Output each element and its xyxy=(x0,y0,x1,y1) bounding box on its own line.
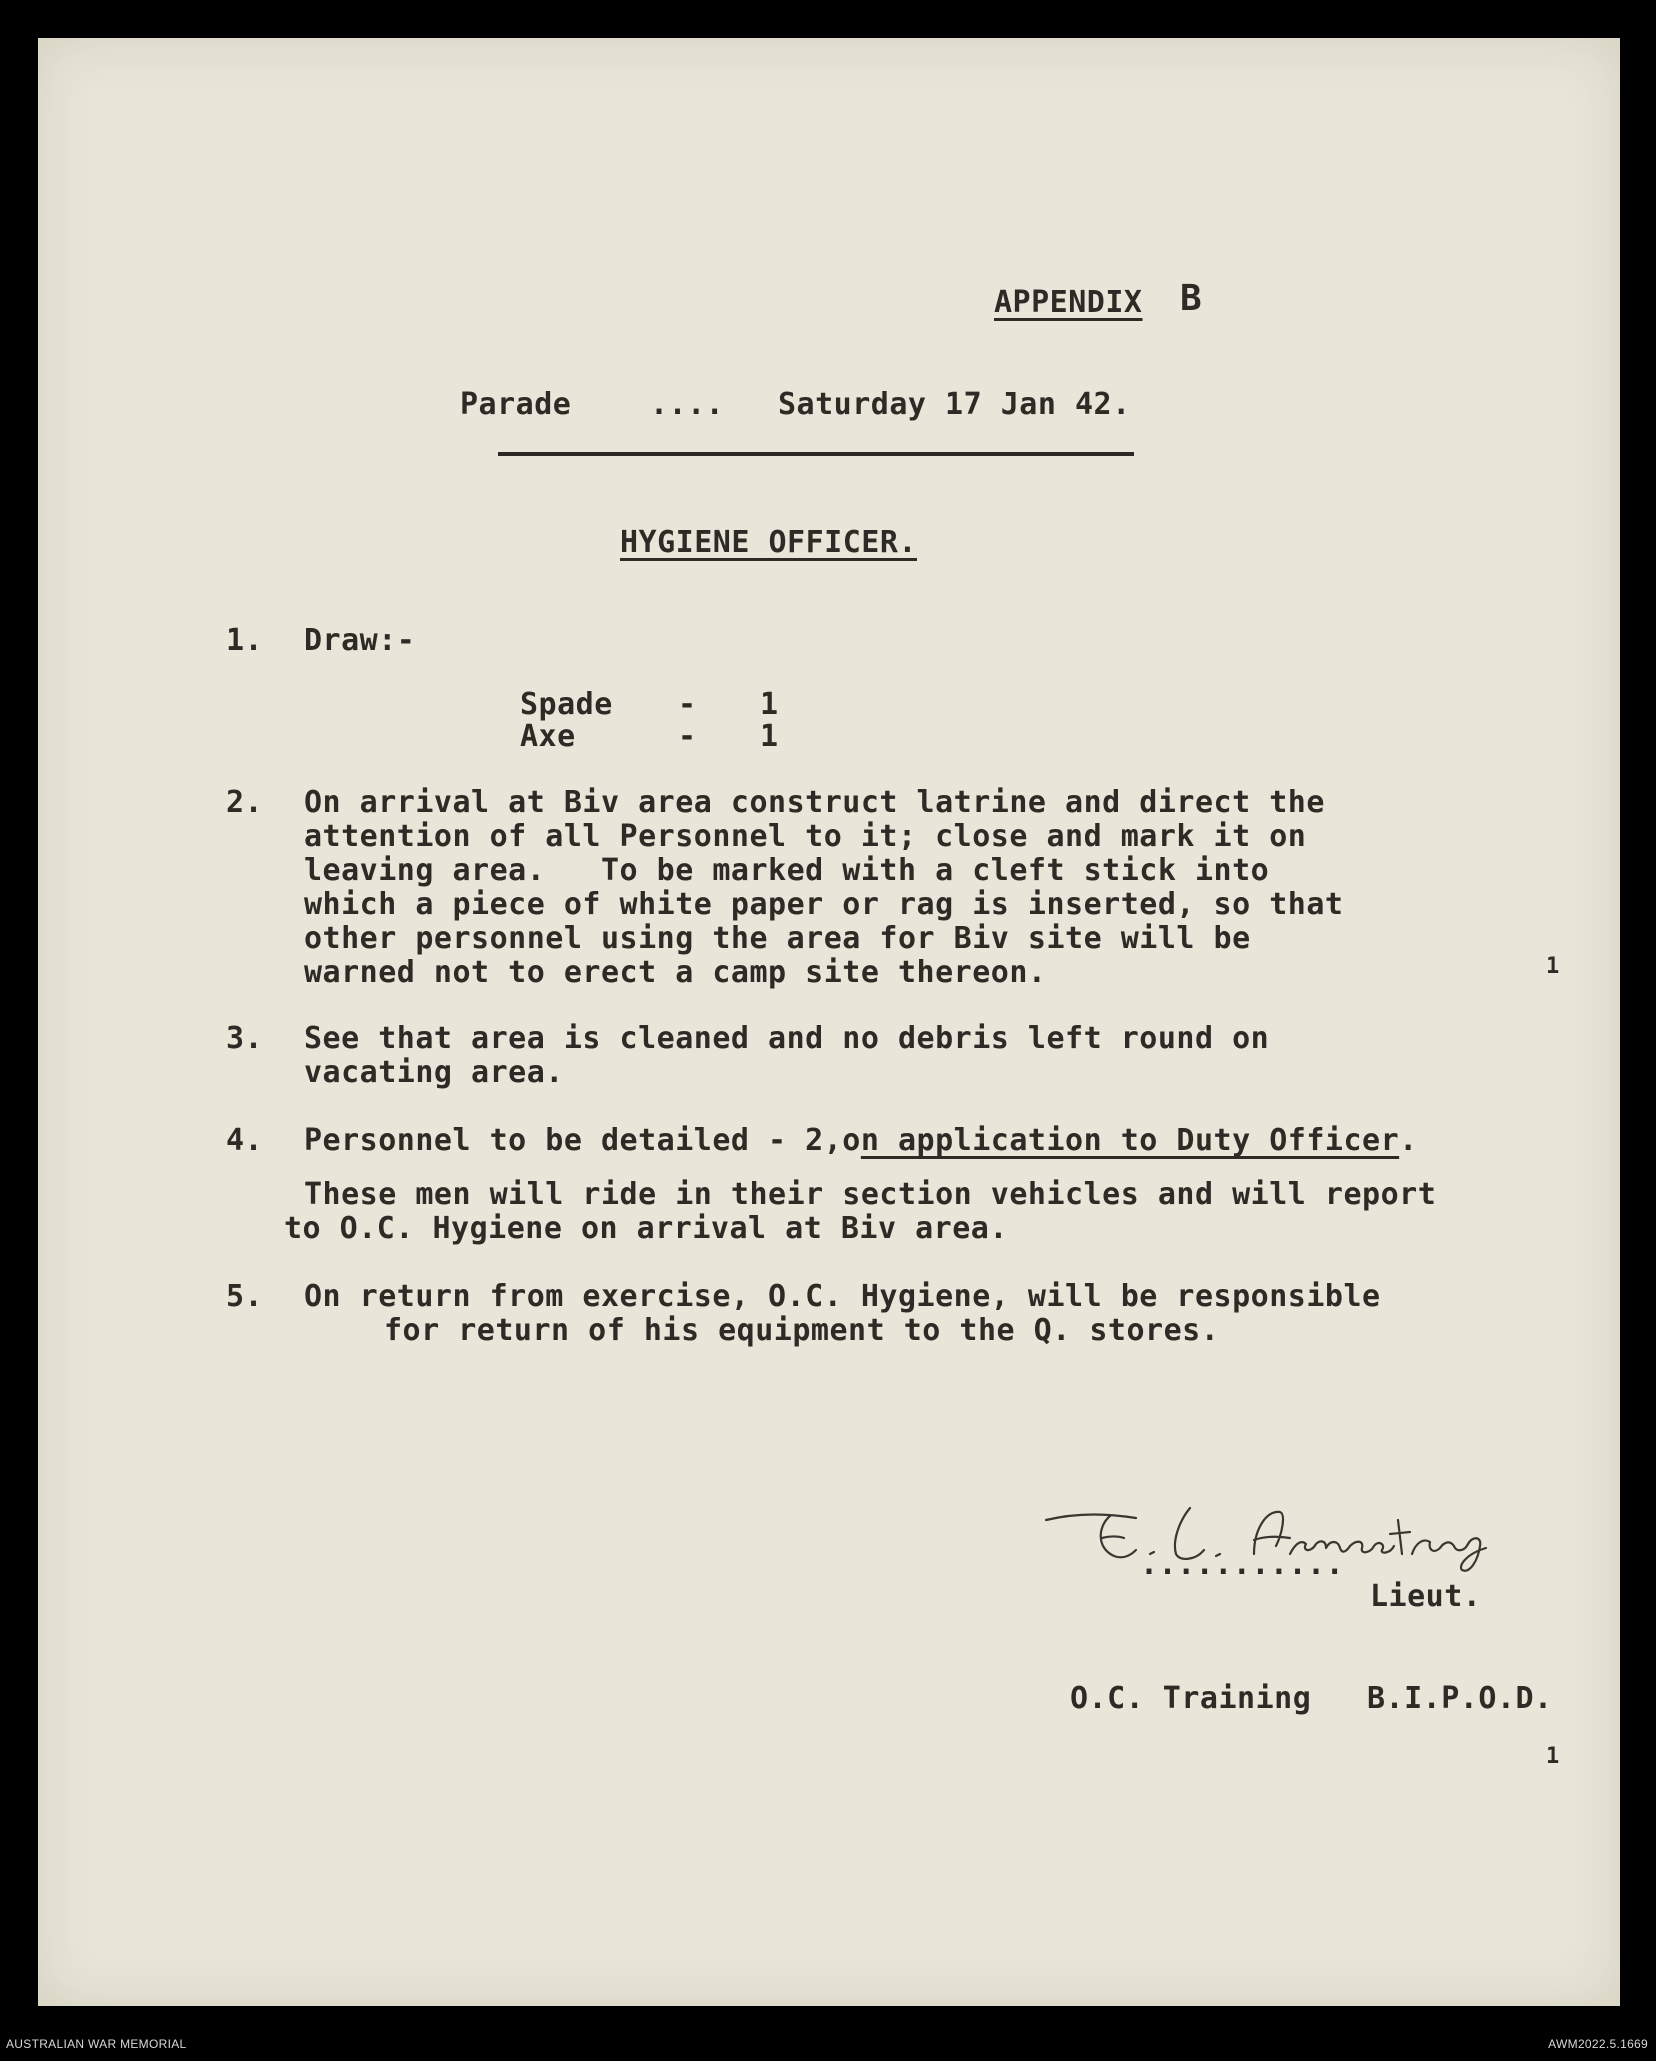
spade-label: Spade xyxy=(520,687,613,722)
item-4-line-2: These men will ride in their section vehicles and will report xyxy=(304,1177,1437,1212)
signature-rank: Lieut. xyxy=(1370,1579,1482,1614)
item-5-number: 5. xyxy=(226,1279,264,1314)
item-1-number: 1. xyxy=(226,623,264,658)
spade-dash: - xyxy=(678,687,697,722)
item-4-line-1-end: . xyxy=(1399,1123,1418,1158)
item-5-line-2: for return of his equipment to the Q. stores. xyxy=(384,1313,1220,1348)
page-mark: 1 xyxy=(1546,1744,1560,1769)
spade-quantity: 1 xyxy=(760,687,779,722)
item-3-line-2: vacating area. xyxy=(304,1055,564,1090)
parade-rule xyxy=(498,452,1134,456)
footer-accession: AWM2022.5.1669 xyxy=(1548,2037,1648,2051)
axe-quantity: 1 xyxy=(760,719,779,754)
item-2-number: 2. xyxy=(226,785,264,820)
item-4-number: 4. xyxy=(226,1123,264,1158)
item-4-line-3: to O.C. Hygiene on arrival at Biv area. xyxy=(284,1211,1008,1246)
section-title: HYGIENE OFFICER. xyxy=(620,525,917,560)
parade-dots: .... xyxy=(650,387,725,422)
parade-date: Saturday 17 Jan 42. xyxy=(778,387,1131,422)
signature-dotted-line: ........... xyxy=(1140,1547,1345,1582)
appendix-label: APPENDIX xyxy=(994,285,1143,320)
item-4-line-1 xyxy=(304,1124,1418,1158)
axe-dash: - xyxy=(678,719,697,754)
item-2-line-4: which a piece of white paper or rag is inserted, so that xyxy=(304,887,1344,922)
appendix-letter: B xyxy=(1180,278,1203,319)
item-1-text: Draw:- xyxy=(304,623,416,658)
item-4-line-1-start: Personnel to be detailed - 2,o xyxy=(304,1123,861,1158)
margin-mark: 1 xyxy=(1546,954,1560,979)
parade-label: Parade xyxy=(460,387,572,422)
item-5-line-1: On return from exercise, O.C. Hygiene, will be responsible xyxy=(304,1279,1381,1314)
item-2-line-5: other personnel using the area for Biv site will be xyxy=(304,921,1251,956)
item-2-line-3: leaving area. To be marked with a cleft stick into xyxy=(304,853,1270,888)
item-3-number: 3. xyxy=(226,1021,264,1056)
item-2-line-2: attention of all Personnel to it; close and mark it on xyxy=(304,819,1307,854)
footer-source: AUSTRALIAN WAR MEMORIAL xyxy=(6,2037,187,2051)
axe-label: Axe xyxy=(520,719,576,754)
item-4-underlined: n application to Duty Officer xyxy=(860,1123,1400,1158)
item-2-line-6: warned not to erect a camp site thereon. xyxy=(304,955,1047,990)
office-line: O.C. Training B.I.P.O.D. xyxy=(1070,1681,1553,1716)
item-3-line-1: See that area is cleaned and no debris left round on xyxy=(304,1021,1270,1056)
item-2-line-1: On arrival at Biv area construct latrine and direct the xyxy=(304,785,1325,820)
